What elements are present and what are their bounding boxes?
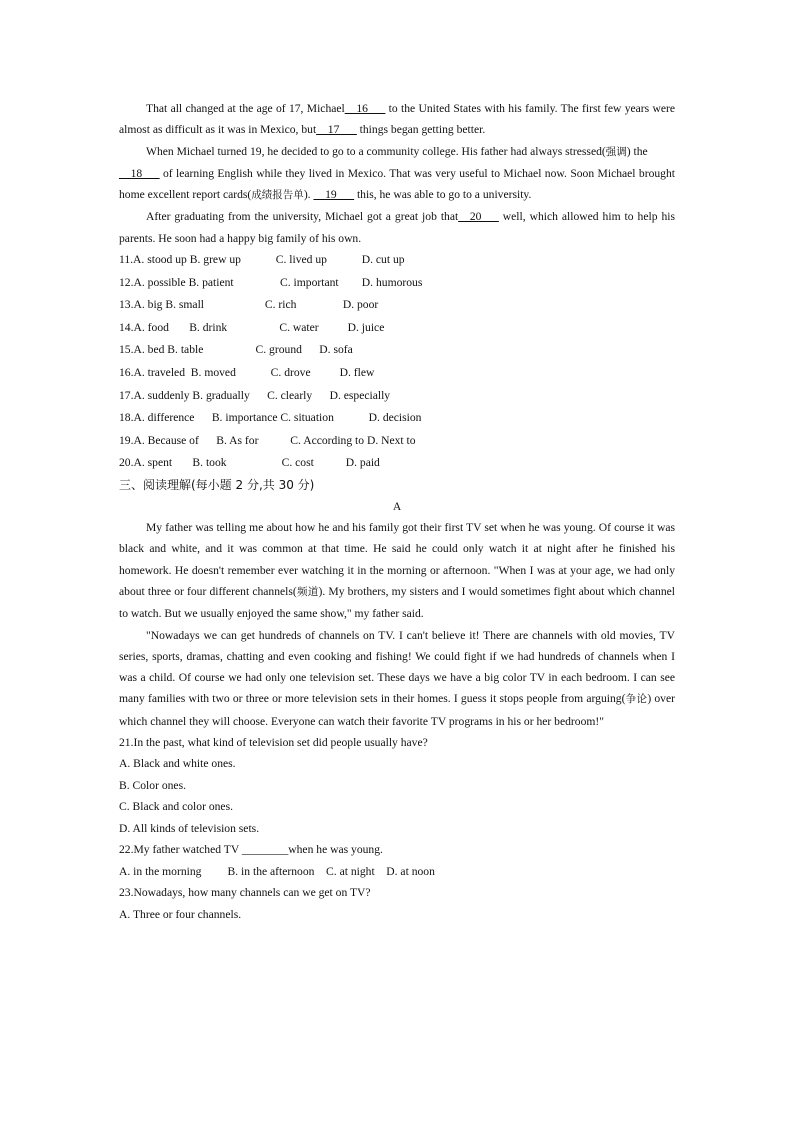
cloze-paragraph-2 xyxy=(119,141,675,163)
passage-a-paragraph-1 xyxy=(119,517,675,624)
option-row: 14.A. food B. drink C. water D. juice xyxy=(119,320,385,334)
text: "Nowadays we can get hundreds of channels on TV. I can't believe it! There are channels with old movies, TV series, sports, dramas, chatting and even cooking and fishing! We could fight if we had hundreds of channels when I was a child. Of course we had only one television set. These days we have a big color TV in each bedroom. I can see many families with two or three or more television sets in their homes. I guess it stops people from arguing( xyxy=(119,628,675,706)
text: ) the xyxy=(626,144,648,158)
text: of learning English while they lived in Mexico. That was very useful to Michael now. Soon Michael brought home excellent report cards( xyxy=(119,166,675,202)
text: When Michael turned 19, he decided to go to a community college. His father had always stressed( xyxy=(146,144,606,158)
passage-a-paragraph-2 xyxy=(119,625,675,732)
cloze-paragraph-1 xyxy=(119,98,675,141)
text: to the United States with his family. The first few years were almost as difficult as it was in Mexico, but xyxy=(119,102,675,137)
question-22-options: A. in the morning B. in the afternoon C. at night D. at noon xyxy=(119,864,435,878)
option-row: 12.A. possible B. patient C. important D. humorous xyxy=(119,275,423,289)
option-row: 15.A. bed B. table C. ground D. sofa xyxy=(119,343,353,357)
cjk-gloss: 争论 xyxy=(625,693,648,706)
question-21-option-c: C. Black and color ones. xyxy=(119,800,233,814)
question-21-option-b: B. Color ones. xyxy=(119,778,186,792)
option-row: 18.A. difference B. importance C. situation D. decision xyxy=(119,411,422,425)
question-23: 23.Nowadays, how many channels can we get on TV? xyxy=(119,886,371,900)
cjk-gloss: 频道 xyxy=(296,585,319,598)
passage-label: A xyxy=(392,500,402,514)
option-row: 16.A. traveled B. moved C. drove D. flew xyxy=(119,366,375,380)
text: ). My brothers, my sisters and I would sometimes fight about which channel to watch. But we usually enjoyed the same show," my father said. xyxy=(119,584,675,621)
option-row: 11.A. stood up B. grew up C. lived up D. cut up xyxy=(119,253,405,267)
option-row: 19.A. Because of B. As for C. According to D. Next to xyxy=(119,433,416,447)
text: ) over which channel they will choose. Everyone can watch their favorite TV programs in his or her bedroom!" xyxy=(119,692,675,728)
question-21: 21.In the past, what kind of television set did people usually have? xyxy=(119,735,428,749)
cloze-paragraph-4 xyxy=(119,206,675,249)
question-21-option-d: D. All kinds of television sets. xyxy=(119,821,260,835)
text: things began getting better. xyxy=(356,123,486,137)
blank-18: __18___ xyxy=(119,166,160,180)
cjk-gloss: 强调 xyxy=(605,145,627,158)
cjk-gloss: 成绩报告单 xyxy=(251,189,304,202)
text: After graduating from the university, Michael got a great job that xyxy=(146,210,459,224)
question-23-option-a: A. Three or four channels. xyxy=(119,907,242,921)
text: That all changed at the age of 17, Michael xyxy=(146,102,345,115)
blank-17: __17___ xyxy=(316,123,357,137)
question-21-option-a: A. Black and white ones. xyxy=(119,757,236,771)
questions-list xyxy=(119,732,675,926)
section-title: 三、阅读理解(每小题 2 分,共 30 分) xyxy=(119,478,315,493)
text: well, which allowed him to help his parents. He soon had a happy big family of his own. xyxy=(119,210,675,245)
cloze-paragraph-3 xyxy=(119,163,675,207)
blank-19: __19___ xyxy=(313,188,355,202)
document-page xyxy=(119,98,675,925)
blank-20: __20___ xyxy=(458,210,499,224)
text: this, he was able to go to a university. xyxy=(354,188,532,202)
question-22: 22.My father watched TV ________when he was young. xyxy=(119,843,383,857)
blank-16: __16___ xyxy=(344,102,386,115)
options-list xyxy=(119,249,675,475)
option-row: 20.A. spent B. took C. cost D. paid xyxy=(119,456,380,470)
option-row: 17.A. suddenly B. gradually C. clearly D. especially xyxy=(119,388,391,402)
text: ). xyxy=(303,188,314,202)
option-row: 13.A. big B. small C. rich D. poor xyxy=(119,298,379,312)
text: My father was telling me about how he and his family got their first TV set when he was young. Of course it was black and white, and it was common at that time. He said he could only watch it at night after he finished his homework. He doesn't remember ever watching it in the morning or afternoon. "When I was at your age, we had only about three or four different channels( xyxy=(119,521,675,598)
